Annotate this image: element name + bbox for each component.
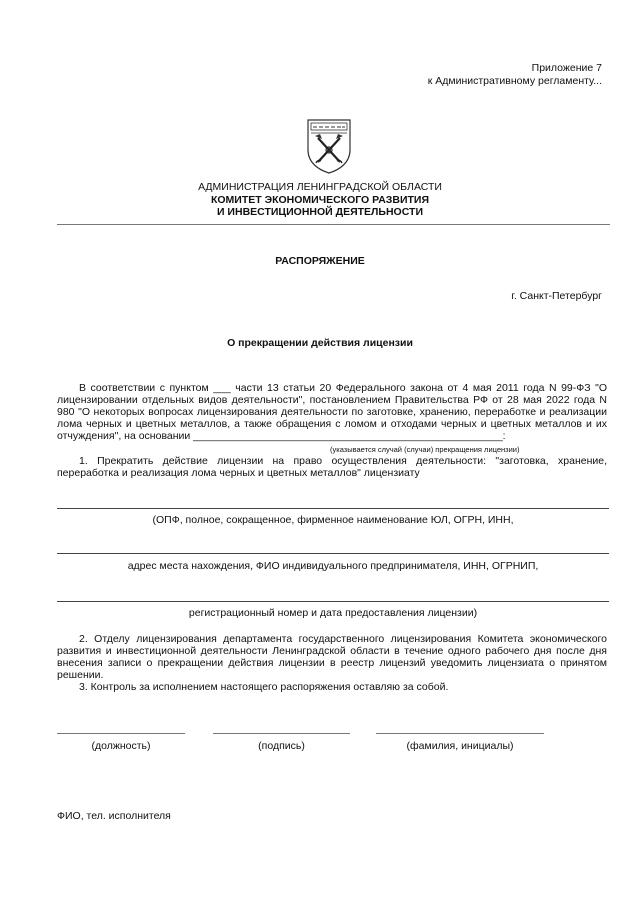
document-subject: О прекращении действия лицензии <box>227 337 413 349</box>
preamble-hint: (указывается случай (случаи) прекращения лицензии) <box>330 445 520 454</box>
fill-line-address <box>57 553 609 554</box>
signature-line-name <box>376 733 544 734</box>
organization-header <box>0 181 640 219</box>
field-caption-licensee: (ОПФ, полное, сокращенное, фирменное наименование ЮЛ, ОГРН, ИНН, <box>152 514 514 526</box>
appendix-reference: к Административному регламенту... <box>427 75 602 87</box>
fill-line-licensee <box>57 508 609 509</box>
fill-line-license <box>57 601 609 602</box>
item-1-text: 1. Прекратить действие лицензии на право осуществления деятельности: "заготовка, хранение, переработка и реализация лома черных и цветных металлов" лицензиату <box>57 455 607 479</box>
field-caption-address: адрес места нахождения, ФИО индивидуального предпринимателя, ИНН, ОГРНИП, <box>127 560 539 572</box>
item-2-paragraph <box>57 633 607 681</box>
signature-line-position <box>57 733 185 734</box>
coat-of-arms-icon <box>305 118 353 174</box>
item-3-text: 3. Контроль за исполнением настоящего распоряжения оставляю за собой. <box>79 681 449 693</box>
document-type: РАСПОРЯЖЕНИЕ <box>275 255 365 267</box>
preamble-text: В соответствии с пунктом ___ части 13 статьи 20 Федерального закона от 4 мая 2011 года N 99-ФЗ "О лицензировании отдельных видов деятельности", постановлением Правительства РФ от 28 мая 2022 года N 980 "О некоторых вопросах лицензирования деятельности по заготовке, хранению, переработке и реализации лома черных и цветных металлов, а также обращения с ломом и отходами черных и цветных металлов и их отчуждения", на основании _____________________________________________________: <box>57 382 607 442</box>
org-committee-cont: И ИНВЕСТИЦИОННОЙ ДЕЯТЕЛЬНОСТИ <box>216 206 424 218</box>
item-1-paragraph <box>57 455 607 479</box>
signature-caption-sign: (подпись) <box>258 740 305 752</box>
executor-contact: ФИО, тел. исполнителя <box>57 810 171 822</box>
signature-caption-position: (должность) <box>91 740 151 752</box>
item-2-text: 2. Отделу лицензирования департамента государственного лицензирования Комитета экономического развития и инвестиционной деятельности Ленинградской области в течение одного рабочего дня после дня внесения записи о прекращении действия лицензии в реестр лицензий уведомить лицензиата о принятом решении. <box>57 633 607 681</box>
appendix-note <box>428 62 602 88</box>
header-divider <box>57 224 610 225</box>
preamble-paragraph <box>57 382 607 442</box>
signature-caption-name: (фамилия, инициалы) <box>406 740 514 752</box>
field-caption-license: регистрационный номер и дата предоставления лицензии) <box>188 607 478 619</box>
city: г. Санкт-Петербург <box>511 290 602 302</box>
appendix-number: Приложение 7 <box>531 62 602 74</box>
org-administration: АДМИНИСТРАЦИЯ ЛЕНИНГРАДСКОЙ ОБЛАСТИ <box>198 181 442 193</box>
item-3-paragraph <box>57 681 607 693</box>
org-committee: КОМИТЕТ ЭКОНОМИЧЕСКОГО РАЗВИТИЯ <box>210 193 430 206</box>
signature-line-sign <box>213 733 350 734</box>
